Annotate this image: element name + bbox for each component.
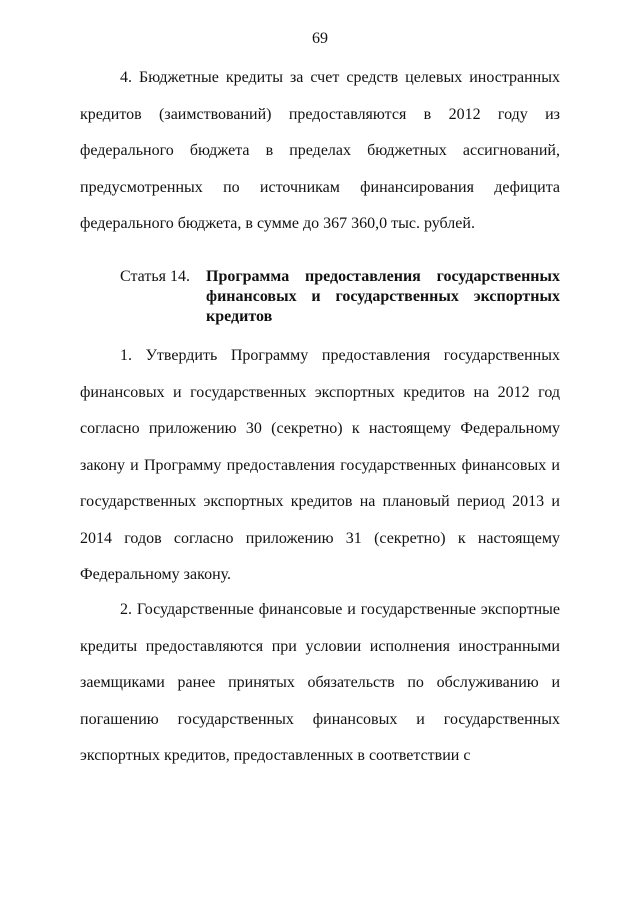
article-title: Программа предоставления государственных финансовых и государственных экспортных кредитов xyxy=(206,268,560,325)
page-number: 69 xyxy=(312,30,328,47)
paragraph-approve-program: 1. Утвердить Программу предоставления государственных финансовых и государственных экспортных кредитов на 2012 год согласно приложению 30 (секретно) к настоящему Федеральному закону и Программу предоставления государственных финансовых и государственных экспортных кредитов на плановый период 2013 и 2014 годов согласно приложению 31 (секретно) к настоящему Федеральному закону. xyxy=(80,347,560,583)
paragraph-credit-conditions: 2. Государственные финансовые и государственные экспортные кредиты предоставляются при условии исполнения иностранными заемщиками ранее принятых обязательств по обслуживанию и погашению государственных финансовых и государственных экспортных кредитов, предоставленных в соответствии с xyxy=(80,601,560,764)
article-label: Статья 14. xyxy=(120,268,190,285)
paragraph-budget-credits: 4. Бюджетные кредиты за счет средств целевых иностранных кредитов (заимствований) предоставляются в 2012 году из федерального бюджета в пределах бюджетных ассигнований, предусмотренных по источникам финансирования дефицита федерального бюджета, в сумме до 367 360,0 тыс. рублей. xyxy=(80,69,560,232)
